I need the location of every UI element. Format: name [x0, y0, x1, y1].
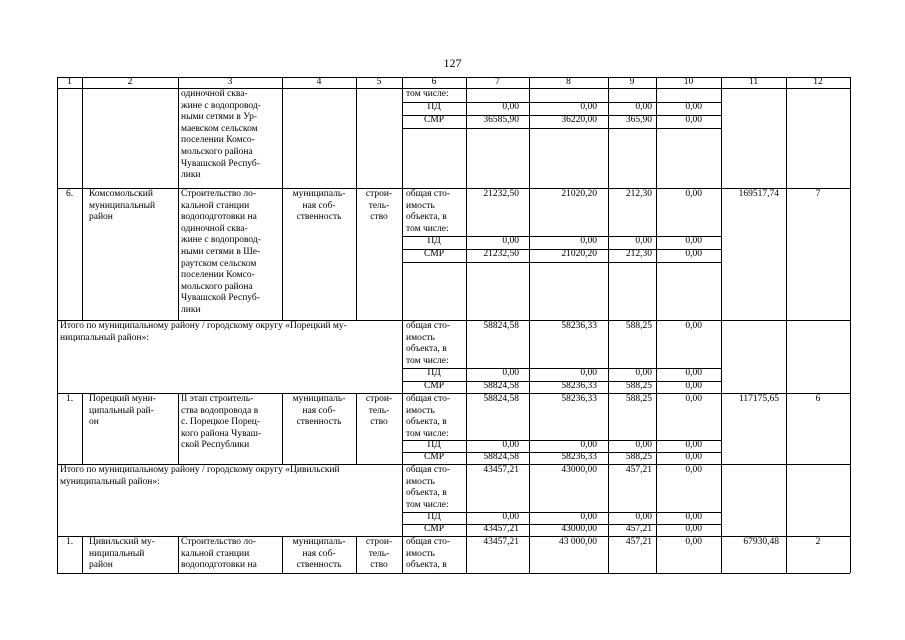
pd-label: ПД [427, 368, 441, 378]
ownership-type: муниципаль- ная соб- ственность [292, 537, 346, 571]
value-12: 2 [815, 537, 821, 547]
total-value-9: 588,25 [625, 394, 652, 404]
ownership-type: муниципаль- ная соб- ственность [292, 394, 346, 428]
smr-value-9: 212,30 [625, 249, 652, 259]
smr-value-10: 0,00 [685, 381, 702, 391]
total-value-7: 43457,21 [483, 465, 519, 475]
smr-value-8: 21020,20 [561, 249, 597, 259]
total-value-9: 457,21 [625, 465, 652, 475]
col-border [82, 77, 83, 320]
smr-value-7: 58824,58 [483, 381, 519, 391]
header-col-11: 11 [748, 77, 759, 87]
col-border [82, 536, 83, 573]
object-description: одиночной сква- жине с водопровод- ными сетями в Ур- маевском сельском поселении Комсо- мольского района Чувашской Респуб- лики [181, 89, 261, 181]
pd-value-8: 0,00 [580, 102, 597, 112]
subtotal-title: Итого по муниципальному району / городскому округу «Цивильский муниципальный район»: [60, 465, 340, 487]
pd-label: ПД [427, 512, 441, 522]
col-border [82, 393, 83, 464]
smr-value-8: 58236,33 [561, 381, 597, 391]
smr-value-8: 43000,00 [561, 524, 597, 534]
total-value-8: 58236,33 [561, 321, 597, 331]
smr-value-10: 0,00 [685, 115, 702, 125]
work-type: строи- тель- ство [365, 537, 393, 571]
total-value-7: 21232,50 [483, 189, 519, 199]
smr-value-7: 36585,90 [483, 115, 519, 125]
smr-label: СМР [423, 249, 445, 259]
smr-value-9: 457,21 [625, 524, 652, 534]
smr-value-10: 0,00 [685, 524, 702, 534]
col-border [57, 77, 58, 573]
district-name: Цивильский му- ниципальный район [89, 537, 155, 571]
pd-value-10: 0,00 [685, 236, 702, 246]
header-col-7: 7 [495, 77, 500, 87]
value-12: 6 [815, 394, 821, 404]
pd-value-9: 0,00 [635, 368, 652, 378]
pd-value-10: 0,00 [685, 440, 702, 450]
smr-value-7: 43457,21 [483, 524, 519, 534]
smr-value-9: 588,25 [625, 381, 652, 391]
work-type: строи- тель- ство [365, 189, 393, 223]
smr-label: СМР [423, 381, 445, 391]
total-value-8: 21020,20 [561, 189, 597, 199]
total-value-10: 0,00 [685, 321, 702, 331]
total-value-7: 58824,58 [483, 394, 519, 404]
pd-value-9: 0,00 [635, 236, 652, 246]
pd-value-7: 0,00 [502, 368, 519, 378]
district-name: Комсомольский муниципальный район [89, 189, 156, 223]
col-border [178, 536, 179, 573]
total-value-9: 212,30 [625, 189, 652, 199]
subtotal-title: Итого по муниципальному району / городскому округу «Порецкий му- ниципальный район»: [60, 321, 347, 343]
value-11: 67930,48 [743, 537, 779, 547]
cost-label: общая сто- имость объекта, в том числе: [406, 394, 451, 439]
pd-value-8: 0,00 [580, 512, 597, 522]
pd-value-7: 0,00 [502, 236, 519, 246]
smr-value-9: 365,90 [625, 115, 652, 125]
header-col-2: 2 [127, 77, 133, 87]
smr-value-7: 58824,58 [483, 452, 519, 462]
smr-value-10: 0,00 [685, 452, 702, 462]
col-border [402, 77, 403, 573]
pd-value-7: 0,00 [502, 512, 519, 522]
smr-value-10: 0,00 [685, 249, 702, 259]
value-12: 7 [815, 189, 821, 199]
cost-label: общая сто- имость объекта, в том числе: [406, 189, 451, 234]
pd-value-8: 0,00 [580, 440, 597, 450]
row-number: 1. [65, 394, 74, 404]
smr-value-8: 58236,33 [561, 452, 597, 462]
cost-label: общая сто- имость объекта, в том числе: [406, 321, 451, 366]
total-value-10: 0,00 [685, 394, 702, 404]
col-border [850, 77, 851, 573]
pd-value-7: 0,00 [502, 440, 519, 450]
cost-label: общая сто- имость объекта, в том числе: [406, 465, 451, 510]
pd-value-9: 0,00 [635, 512, 652, 522]
pd-value-10: 0,00 [685, 512, 702, 522]
object-description: II этап строитель- ства водопровода в с. Порецкое Порец- кого района Чуваш- ской Республики [181, 394, 262, 451]
pd-value-9: 0,00 [635, 102, 652, 112]
object-description: Строительство ло- кальной станции водоподготовки на одиночной сква- жине с водопровод- ными сетями в Ше- раутском сельском поселении Комсо- мольского района Чувашской Респуб- лики [181, 189, 261, 315]
cost-label: общая сто- имость объекта, в [406, 537, 451, 571]
smr-value-7: 21232,50 [483, 249, 519, 259]
total-value-7: 43457,21 [483, 537, 519, 547]
total-value-9: 588,25 [625, 321, 652, 331]
page-number: 127 [443, 56, 462, 70]
district-name: Порецкий муни- ципальный рай- он [89, 394, 156, 428]
row-number: 6. [65, 189, 74, 199]
total-value-9: 457,21 [625, 537, 652, 547]
col-border [178, 393, 179, 464]
pd-label: ПД [427, 440, 441, 450]
pd-value-10: 0,00 [685, 102, 702, 112]
col-border [721, 77, 722, 573]
header-col-6: 6 [431, 77, 437, 87]
header-col-9: 9 [629, 77, 635, 87]
total-value-7: 58824,58 [483, 321, 519, 331]
value-11: 169517,74 [738, 189, 779, 199]
header-col-12: 12 [813, 77, 823, 87]
total-value-10: 0,00 [685, 537, 702, 547]
header-col-5: 5 [376, 77, 382, 87]
pd-value-9: 0,00 [635, 440, 652, 450]
smr-value-9: 588,25 [625, 452, 652, 462]
smr-label: СМР [423, 524, 445, 534]
pd-value-8: 0,00 [580, 236, 597, 246]
header-col-3: 3 [227, 77, 233, 87]
pd-label: ПД [427, 102, 441, 112]
value-11: 117175,65 [738, 394, 779, 404]
cost-label: том числе: [406, 89, 449, 99]
total-value-10: 0,00 [685, 465, 702, 475]
total-value-8: 43 000,00 [559, 537, 597, 547]
subrow-divider [402, 128, 721, 129]
header-col-1: 1 [67, 77, 72, 87]
header-col-10: 10 [683, 77, 694, 87]
smr-label: СМР [423, 452, 445, 462]
header-col-4: 4 [316, 77, 322, 87]
pd-value-8: 0,00 [580, 368, 597, 378]
smr-label: СМР [423, 115, 445, 125]
row-number: 1. [65, 537, 74, 547]
total-value-10: 0,00 [685, 189, 702, 199]
total-value-8: 58236,33 [561, 394, 597, 404]
smr-value-8: 36220,00 [561, 115, 597, 125]
subrow-divider [402, 262, 721, 263]
table-bottom-border [57, 573, 850, 574]
ownership-type: муниципаль- ная соб- ственность [292, 189, 346, 223]
work-type: строи- тель- ство [365, 394, 393, 428]
col-border [178, 77, 179, 320]
pd-label: ПД [427, 236, 441, 246]
pd-value-7: 0,00 [502, 102, 519, 112]
object-description: Строительство ло- кальной станции водоподготовки на [181, 537, 257, 571]
col-border [786, 77, 787, 573]
total-value-8: 43000,00 [561, 465, 597, 475]
pd-value-10: 0,00 [685, 368, 702, 378]
header-col-8: 8 [566, 77, 571, 87]
